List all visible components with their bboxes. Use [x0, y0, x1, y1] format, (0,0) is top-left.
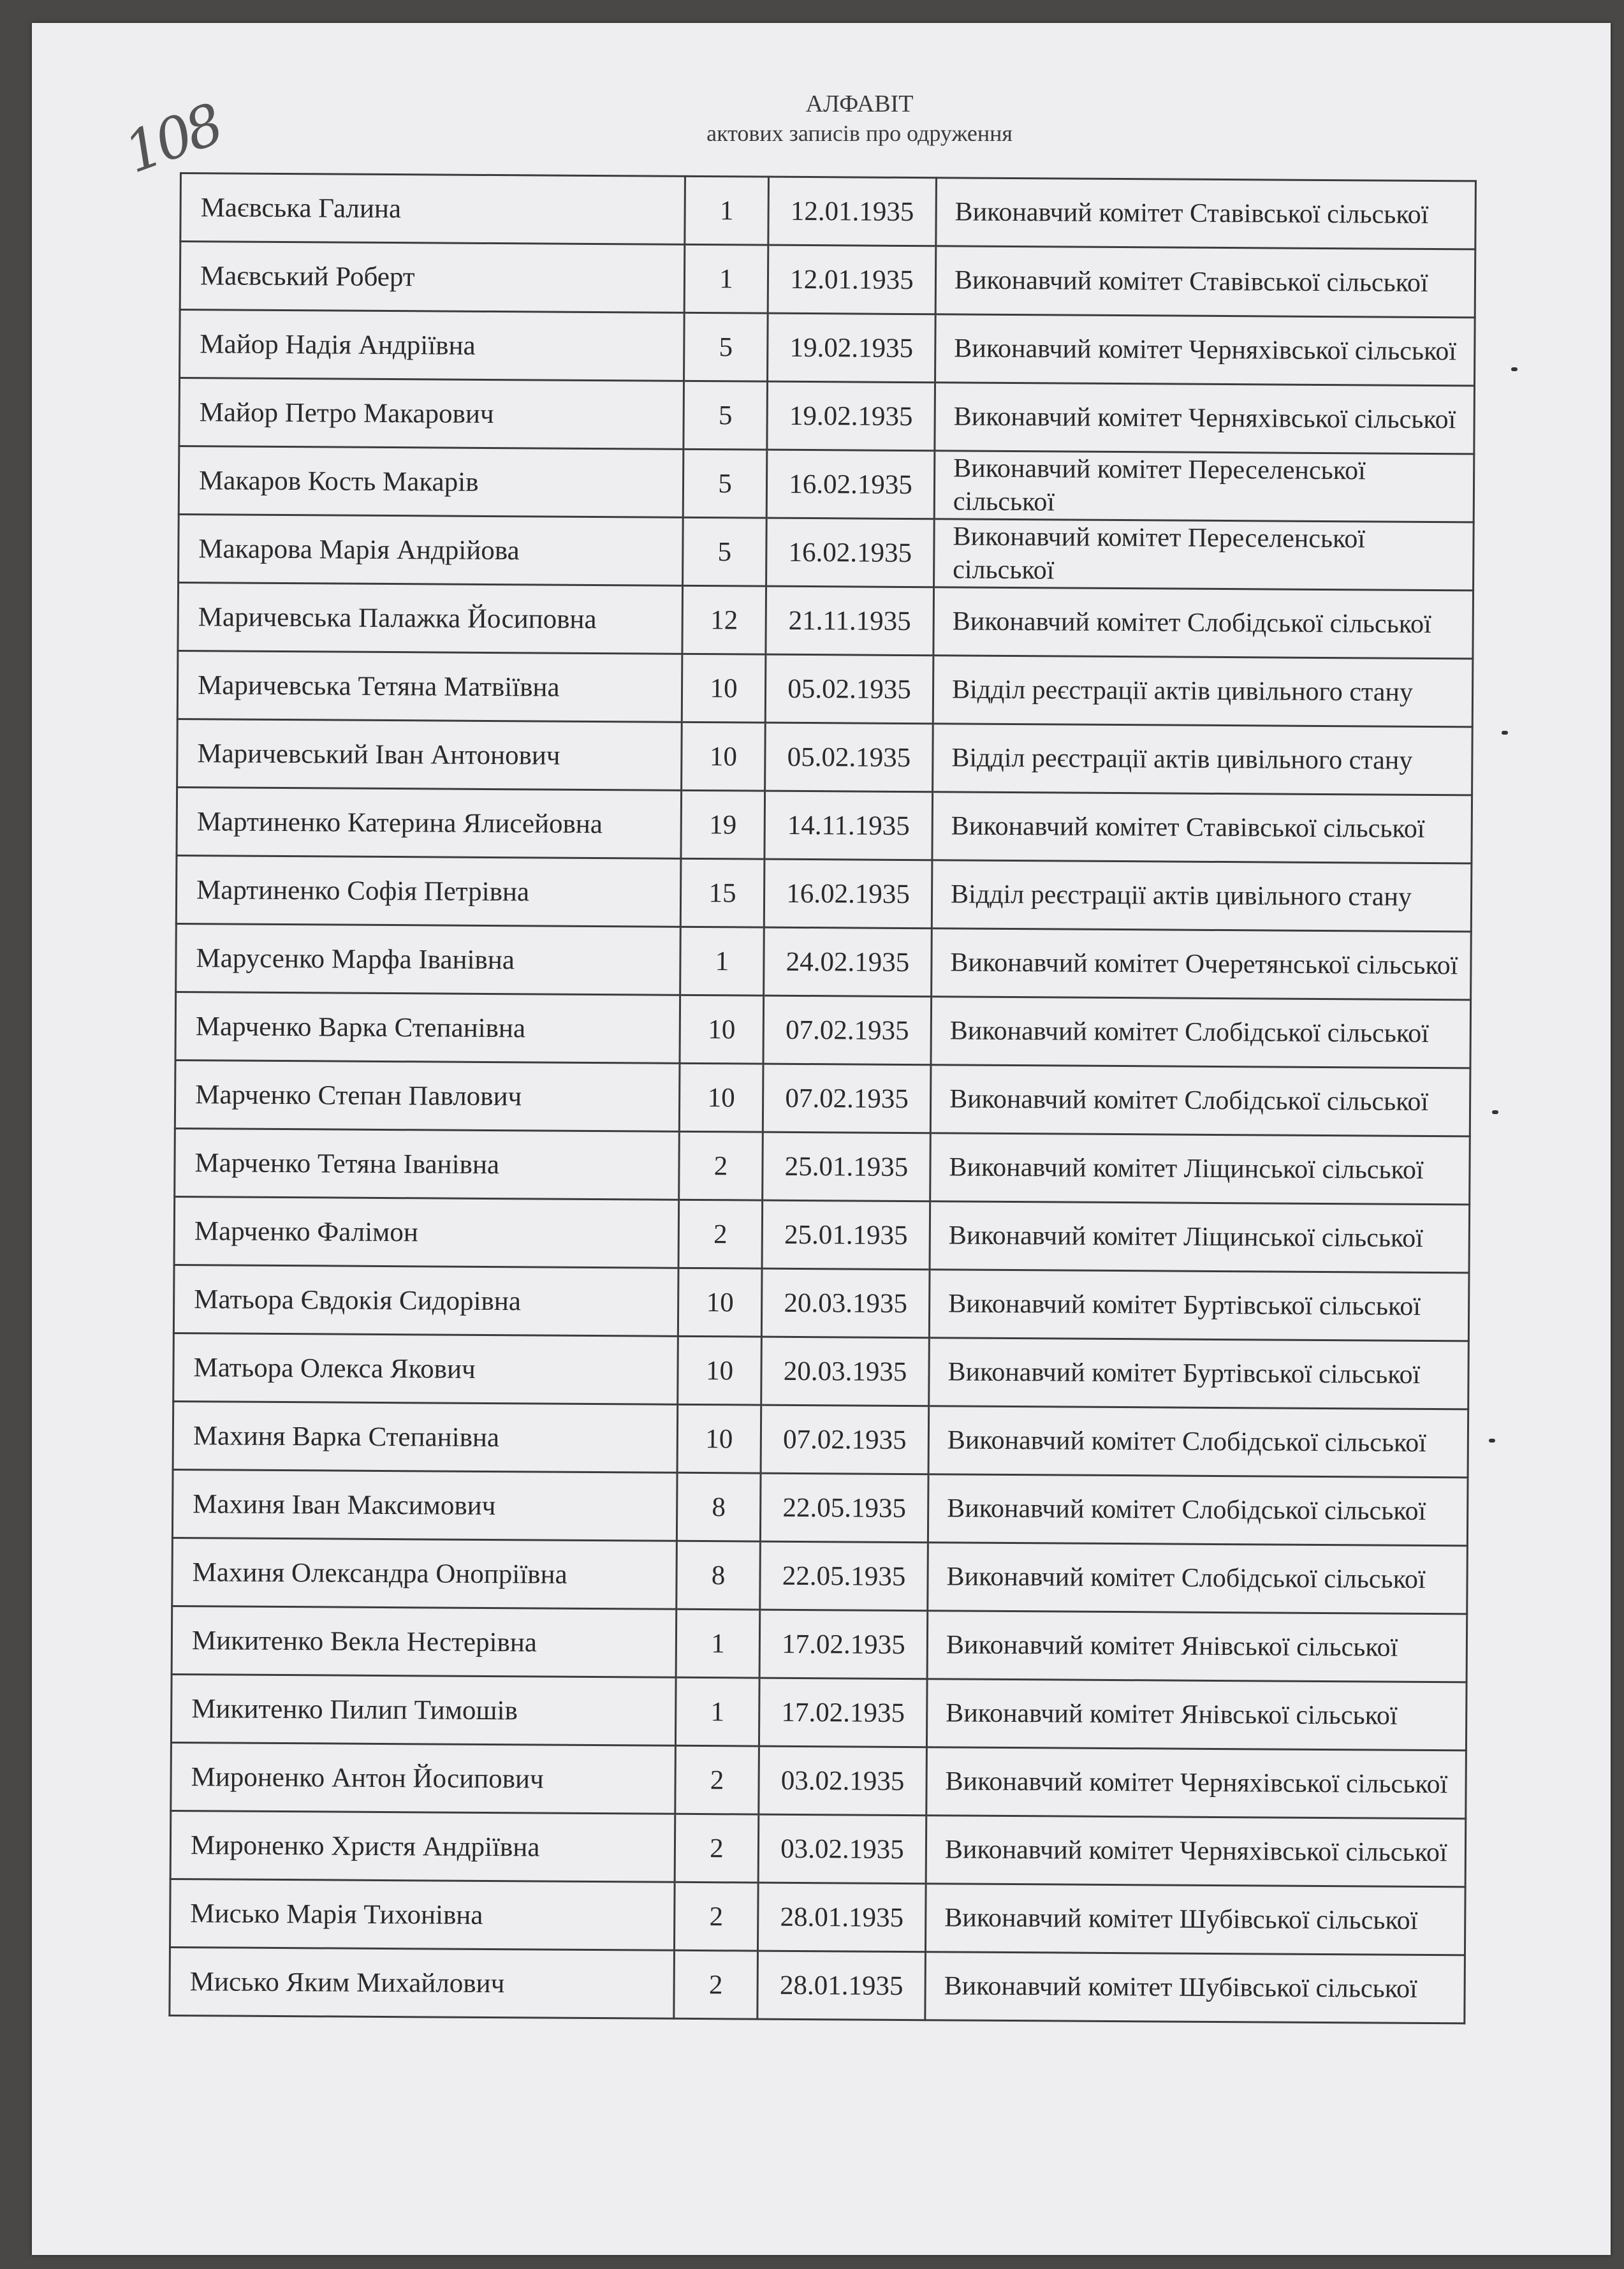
- record-name: Мартиненко Софія Петрівна: [176, 855, 681, 927]
- record-number: 5: [684, 381, 768, 450]
- record-name: Макарова Марія Андрійова: [179, 514, 684, 585]
- record-number: 8: [677, 1472, 761, 1541]
- record-number: 1: [685, 176, 769, 245]
- record-office: Виконавчий комітет Слобідської сільської: [931, 997, 1471, 1068]
- record-date: 12.01.1935: [768, 245, 936, 314]
- record-office: Виконавчий комітет Буртівської сільської: [929, 1270, 1469, 1341]
- record-name: Махиня Іван Максимович: [172, 1469, 677, 1541]
- record-date: 28.01.1935: [757, 1883, 926, 1952]
- record-name: Мироненко Антон Йосипович: [171, 1742, 676, 1814]
- record-office: Виконавчий комітет Очеретянської сільської: [932, 929, 1472, 1000]
- record-date: 16.02.1935: [766, 518, 935, 587]
- record-office: Відділ реєстрації актів цивільного стану: [933, 724, 1473, 795]
- record-office: Виконавчий комітет Слобідської сільської: [928, 1543, 1468, 1614]
- table-row: [177, 719, 1473, 795]
- record-date: 28.01.1935: [757, 1951, 926, 2020]
- record-name: Маричевська Тетяна Матвіївна: [177, 650, 682, 722]
- record-number: 1: [680, 927, 764, 995]
- record-name: Марченко Варка Степанівна: [175, 992, 680, 1063]
- record-name: Махиня Олександра Онопріївна: [172, 1538, 677, 1609]
- record-date: 07.02.1935: [763, 995, 932, 1065]
- record-office: Виконавчий комітет Черняхівської сільської: [935, 314, 1475, 386]
- page-number-stamp: 108: [115, 91, 229, 186]
- table-row: [179, 446, 1474, 522]
- record-office: Виконавчий комітет Ставівської сільської: [932, 792, 1472, 863]
- record-date: 17.02.1935: [759, 1610, 928, 1679]
- table-row: [178, 582, 1474, 658]
- record-office: Виконавчий комітет Слобідської сільської: [928, 1406, 1468, 1478]
- table-row: [177, 650, 1473, 726]
- record-number: 10: [678, 1336, 762, 1405]
- record-name: Маєвський Роберт: [180, 242, 685, 313]
- record-name: Мартиненко Катерина Ялисейовна: [177, 787, 682, 858]
- punch-mark: [1492, 1110, 1498, 1114]
- table-row: [174, 1196, 1470, 1272]
- table-row: [171, 1674, 1467, 1750]
- table-row: [170, 1810, 1466, 1886]
- record-date: 22.05.1935: [760, 1541, 928, 1611]
- table-row: [176, 855, 1472, 931]
- record-office: Виконавчий комітет Переселенської сільської: [934, 519, 1474, 591]
- record-date: 20.03.1935: [761, 1337, 930, 1406]
- record-number: 10: [682, 654, 766, 723]
- table-row: [173, 1333, 1469, 1409]
- record-office: Виконавчий комітет Буртівської сільської: [929, 1338, 1469, 1409]
- record-number: 2: [679, 1131, 763, 1200]
- record-date: 19.02.1935: [767, 381, 935, 451]
- record-date: 21.11.1935: [766, 586, 934, 656]
- record-name: Мисько Марія Тихонівна: [170, 1879, 675, 1950]
- table-row: [180, 173, 1476, 249]
- records-table: [168, 172, 1477, 2024]
- punch-mark: [1489, 1439, 1495, 1443]
- record-name: Маричевська Палажка Йосиповна: [178, 582, 683, 654]
- record-office: Виконавчий комітет Янівської сільської: [927, 1611, 1467, 1682]
- record-date: 14.11.1935: [764, 791, 933, 860]
- record-name: Марченко Тетяна Іванівна: [175, 1128, 680, 1200]
- record-number: 1: [675, 1677, 759, 1746]
- record-date: 17.02.1935: [759, 1678, 927, 1747]
- record-office: Виконавчий комітет Черняхівської сільської: [935, 383, 1475, 454]
- table-row: [179, 378, 1475, 454]
- record-number: 1: [676, 1609, 760, 1678]
- record-date: 07.02.1935: [763, 1064, 931, 1133]
- record-number: 2: [674, 1882, 758, 1951]
- record-office: Виконавчий комітет Ставівської сільської: [935, 246, 1475, 318]
- record-date: 05.02.1935: [765, 654, 933, 724]
- record-number: 5: [683, 517, 767, 586]
- record-name: Микитенко Векла Нестерівна: [172, 1606, 677, 1677]
- record-name: Маричевський Іван Антонович: [177, 719, 682, 790]
- record-name: Мироненко Христя Андріївна: [170, 1810, 675, 1882]
- record-office: Виконавчий комітет Ліщинської сільської: [930, 1201, 1470, 1273]
- table-row: [176, 923, 1472, 999]
- punch-mark: [1511, 367, 1518, 371]
- record-date: 03.02.1935: [759, 1746, 927, 1816]
- table-row: [175, 992, 1471, 1068]
- punch-mark: [1502, 731, 1508, 735]
- record-name: Марченко Фалімон: [174, 1196, 679, 1268]
- record-date: 25.01.1935: [762, 1200, 930, 1270]
- record-name: Майор Петро Макарович: [179, 378, 684, 450]
- table-row: [180, 242, 1475, 318]
- record-office: Виконавчий комітет Слобідської сільської: [933, 587, 1474, 659]
- page-subtitle: актових записів про одруження: [706, 121, 1013, 146]
- record-office: Виконавчий комітет Черняхівської сільської: [926, 1816, 1466, 1887]
- record-date: 16.02.1935: [766, 450, 935, 519]
- record-date: 07.02.1935: [761, 1405, 929, 1474]
- record-office: Виконавчий комітет Слобідської сільської: [930, 1065, 1470, 1136]
- table-row: [175, 1128, 1470, 1204]
- record-name: Марусенко Марфа Іванівна: [176, 923, 681, 995]
- record-office: Виконавчий комітет Слобідської сільської: [928, 1474, 1468, 1546]
- table-row: [171, 1742, 1467, 1818]
- record-name: Мисько Яким Михайлович: [170, 1947, 675, 2018]
- record-name: Махиня Варка Степанівна: [173, 1401, 678, 1472]
- record-number: 5: [683, 449, 767, 518]
- record-date: 20.03.1935: [761, 1268, 930, 1338]
- record-date: 19.02.1935: [768, 313, 936, 383]
- record-date: 03.02.1935: [758, 1814, 926, 1884]
- record-number: 2: [675, 1745, 759, 1814]
- record-number: 10: [682, 722, 766, 791]
- record-number: 10: [678, 1268, 762, 1337]
- table-row: [172, 1469, 1468, 1545]
- record-office: Виконавчий комітет Ліщинської сільської: [930, 1133, 1470, 1205]
- record-office: Відділ реєстрації актів цивільного стану: [932, 860, 1472, 932]
- table-row: [172, 1538, 1468, 1613]
- record-date: 22.05.1935: [760, 1473, 928, 1543]
- record-office: Виконавчий комітет Ставівської сільської: [936, 178, 1476, 249]
- record-date: 05.02.1935: [765, 723, 933, 792]
- record-date: 16.02.1935: [764, 859, 932, 929]
- record-name: Майор Надія Андріївна: [180, 310, 685, 381]
- table-row: [170, 1947, 1465, 2023]
- record-name: Матьора Олекса Якович: [173, 1333, 678, 1404]
- record-number: 10: [680, 995, 764, 1064]
- table-row: [180, 310, 1475, 386]
- record-name: Марченко Степан Павлович: [175, 1060, 680, 1131]
- record-name: Макаров Кость Макарів: [179, 446, 684, 518]
- record-date: 24.02.1935: [764, 927, 932, 997]
- table-row: [172, 1606, 1467, 1682]
- record-number: 12: [682, 585, 766, 654]
- table-row: [173, 1401, 1468, 1477]
- table-row: [175, 1060, 1470, 1136]
- record-office: Виконавчий комітет Шубівської сільської: [925, 1952, 1465, 2023]
- record-office: Виконавчий комітет Переселенської сільської: [934, 451, 1474, 522]
- record-number: 8: [677, 1541, 761, 1610]
- record-number: 2: [678, 1200, 763, 1268]
- table-row: [177, 787, 1472, 863]
- table-row: [170, 1879, 1465, 1955]
- record-office: Відділ реєстрації актів цивільного стану: [933, 656, 1473, 727]
- record-date: 12.01.1935: [768, 177, 937, 246]
- record-office: Виконавчий комітет Черняхівської сільської: [926, 1747, 1467, 1819]
- record-number: 10: [677, 1404, 761, 1473]
- record-name: Микитенко Пилип Тимошів: [171, 1674, 676, 1745]
- record-date: 25.01.1935: [763, 1132, 931, 1201]
- record-number: 10: [679, 1063, 763, 1132]
- record-number: 2: [675, 1814, 759, 1883]
- table-row: [173, 1265, 1469, 1340]
- table-row: [179, 514, 1474, 590]
- record-name: Маєвська Галина: [180, 173, 685, 245]
- record-office: Виконавчий комітет Янівської сільської: [926, 1679, 1467, 1751]
- record-number: 5: [684, 312, 768, 381]
- record-name: Матьора Євдокія Сидорівна: [173, 1265, 678, 1336]
- record-number: 19: [681, 790, 765, 859]
- record-number: 15: [680, 858, 764, 927]
- record-number: 1: [684, 244, 768, 313]
- record-office: Виконавчий комітет Шубівської сільської: [925, 1884, 1465, 1955]
- page-title: АЛФАВІТ: [805, 91, 914, 117]
- record-number: 2: [674, 1950, 758, 2019]
